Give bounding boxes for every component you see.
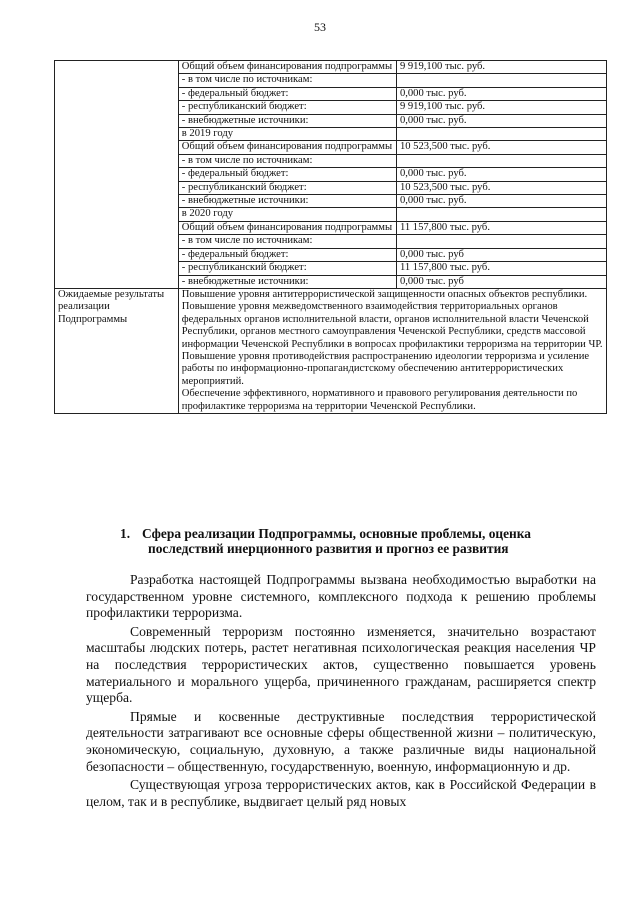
table-cell-empty (55, 101, 179, 114)
table-row (55, 101, 607, 114)
table-row-value (396, 74, 606, 87)
table-row-label: Общий объем финансирования подпрограммы (178, 141, 396, 154)
table-row (55, 262, 607, 275)
table-row-value (396, 128, 606, 141)
table-cell-empty (55, 262, 179, 275)
table-row-value: 0,000 тыс. руб. (396, 168, 606, 181)
body-text (86, 572, 596, 812)
table-cell-empty (55, 87, 179, 100)
table-row-value: 11 157,800 тыс. руб. (396, 221, 606, 234)
table-row (55, 248, 607, 261)
table-row-value (396, 154, 606, 167)
table-cell-empty (55, 128, 179, 141)
table-row (55, 141, 607, 154)
table-cell-empty (55, 208, 179, 221)
table-row-value: 9 919,100 тыс. руб. (396, 61, 606, 74)
table-row-label: в 2019 году (178, 128, 396, 141)
section-title-line2: последствий инерционного развития и прогноз ее развития (148, 541, 509, 556)
results-label: Ожидаемые результаты реализации Подпрограммы (55, 288, 179, 413)
table-row-label: - федеральный бюджет: (178, 248, 396, 261)
section-heading (120, 526, 590, 556)
table-cell-empty (55, 141, 179, 154)
table-cell-empty (55, 114, 179, 127)
paragraph-3: Прямые и косвенные деструктивные последствия террористической деятельности затрагивают все основные сферы общественной жизни – политическую, экономическую, социальную, духовную, а также различные виды национальной безопасности – общественную, государственную, военную, информационную и др. (86, 708, 596, 774)
table-row-label: Общий объем финансирования подпрограммы (178, 221, 396, 234)
table-row (55, 128, 607, 141)
table-row-value (396, 208, 606, 221)
table-row-label: - республиканский бюджет: (178, 101, 396, 114)
table-row-value: 10 523,500 тыс. руб. (396, 181, 606, 194)
results-item: Повышение уровня межведомственного взаимодействия территориальных органов федеральных органов исполнительной власти, органов исполнительной власти Чеченской Республики, органов местного самоуправления Чеченской Республики, средств массовой информации Чеченской Республики в вопросах профилактики терроризма на территории ЧР. (181, 301, 603, 350)
page-number: 53 (314, 20, 326, 34)
paragraph-2: Современный терроризм постоянно изменяется, значительно возрастают масштабы людских потерь, растет негативная психологическая реакция населения ЧР на последствия террористических актов, существенно повышается уровень материального и морального ущерба, причиненного гражданам, расширяется спектр ущерба. (86, 623, 596, 706)
table-row (55, 181, 607, 194)
table-row (55, 61, 607, 74)
table-row (55, 208, 607, 221)
table-cell-empty (55, 61, 179, 74)
results-row (55, 288, 607, 413)
table-row-label: - в том числе по источникам: (178, 235, 396, 248)
table-cell-empty (55, 221, 179, 234)
table-row-value: 11 157,800 тыс. руб. (396, 262, 606, 275)
table-row (55, 195, 607, 208)
table-row-value: 0,000 тыс. руб (396, 275, 606, 288)
table-row (55, 275, 607, 288)
table-cell-empty (55, 235, 179, 248)
table-row-value: 0,000 тыс. руб. (396, 87, 606, 100)
section-title-line1: Сфера реализации Подпрограммы, основные проблемы, оценка (142, 526, 531, 541)
table-row-label: - республиканский бюджет: (178, 262, 396, 275)
results-item: Повышение уровня антитеррористической защищенности опасных объектов республики. (181, 288, 588, 300)
table-row-label: - внебюджетные источники: (178, 275, 396, 288)
table-row-label: - федеральный бюджет: (178, 87, 396, 100)
table-cell-empty (55, 168, 179, 181)
financing-table (54, 60, 607, 414)
table-cell-empty (55, 154, 179, 167)
results-text (178, 288, 606, 413)
table-cell-empty (55, 248, 179, 261)
table-row-label: - внебюджетные источники: (178, 114, 396, 127)
table-row-value: 0,000 тыс. руб. (396, 114, 606, 127)
table-row (55, 74, 607, 87)
table-row (55, 154, 607, 167)
table-row (55, 168, 607, 181)
table-row-label: - федеральный бюджет: (178, 168, 396, 181)
table-row-label: - внебюджетные источники: (178, 195, 396, 208)
results-item: Повышение уровня противодействия распространению идеологии терроризма и усиление работы по информационно-пропагандистскому обеспечению антитеррористических мероприятий. (181, 350, 590, 387)
table-row-value: 0,000 тыс. руб. (396, 195, 606, 208)
table-row-label: - в том числе по источникам: (178, 74, 396, 87)
table-row-value: 0,000 тыс. руб (396, 248, 606, 261)
table-row (55, 87, 607, 100)
table-row-label: Общий объем финансирования подпрограммы (178, 61, 396, 74)
table-row-label: в 2020 году (178, 208, 396, 221)
table-row-value: 9 919,100 тыс. руб. (396, 101, 606, 114)
paragraph-1: Разработка настоящей Подпрограммы вызвана необходимостью выработки на государственном уровне системного, комплексного подхода к решению проблемы профилактики терроризма. (86, 572, 596, 621)
table-row (55, 114, 607, 127)
table-cell-empty (55, 181, 179, 194)
table-cell-empty (55, 74, 179, 87)
table-row (55, 235, 607, 248)
table-cell-empty (55, 195, 179, 208)
table-row-label: - республиканский бюджет: (178, 181, 396, 194)
section-number: 1. (120, 526, 131, 541)
table-row (55, 221, 607, 234)
table-row-label: - в том числе по источникам: (178, 154, 396, 167)
table-cell-empty (55, 275, 179, 288)
results-item: Обеспечение эффективного, нормативного и правового регулирования деятельности по профилактике терроризма на территории Чеченской Республики. (181, 388, 578, 412)
table-row-value: 10 523,500 тыс. руб. (396, 141, 606, 154)
table-row-value (396, 235, 606, 248)
paragraph-4: Существующая угроза террористических актов, как в Российской Федерации в целом, так и в республике, выдвигает целый ряд новых (86, 777, 596, 809)
